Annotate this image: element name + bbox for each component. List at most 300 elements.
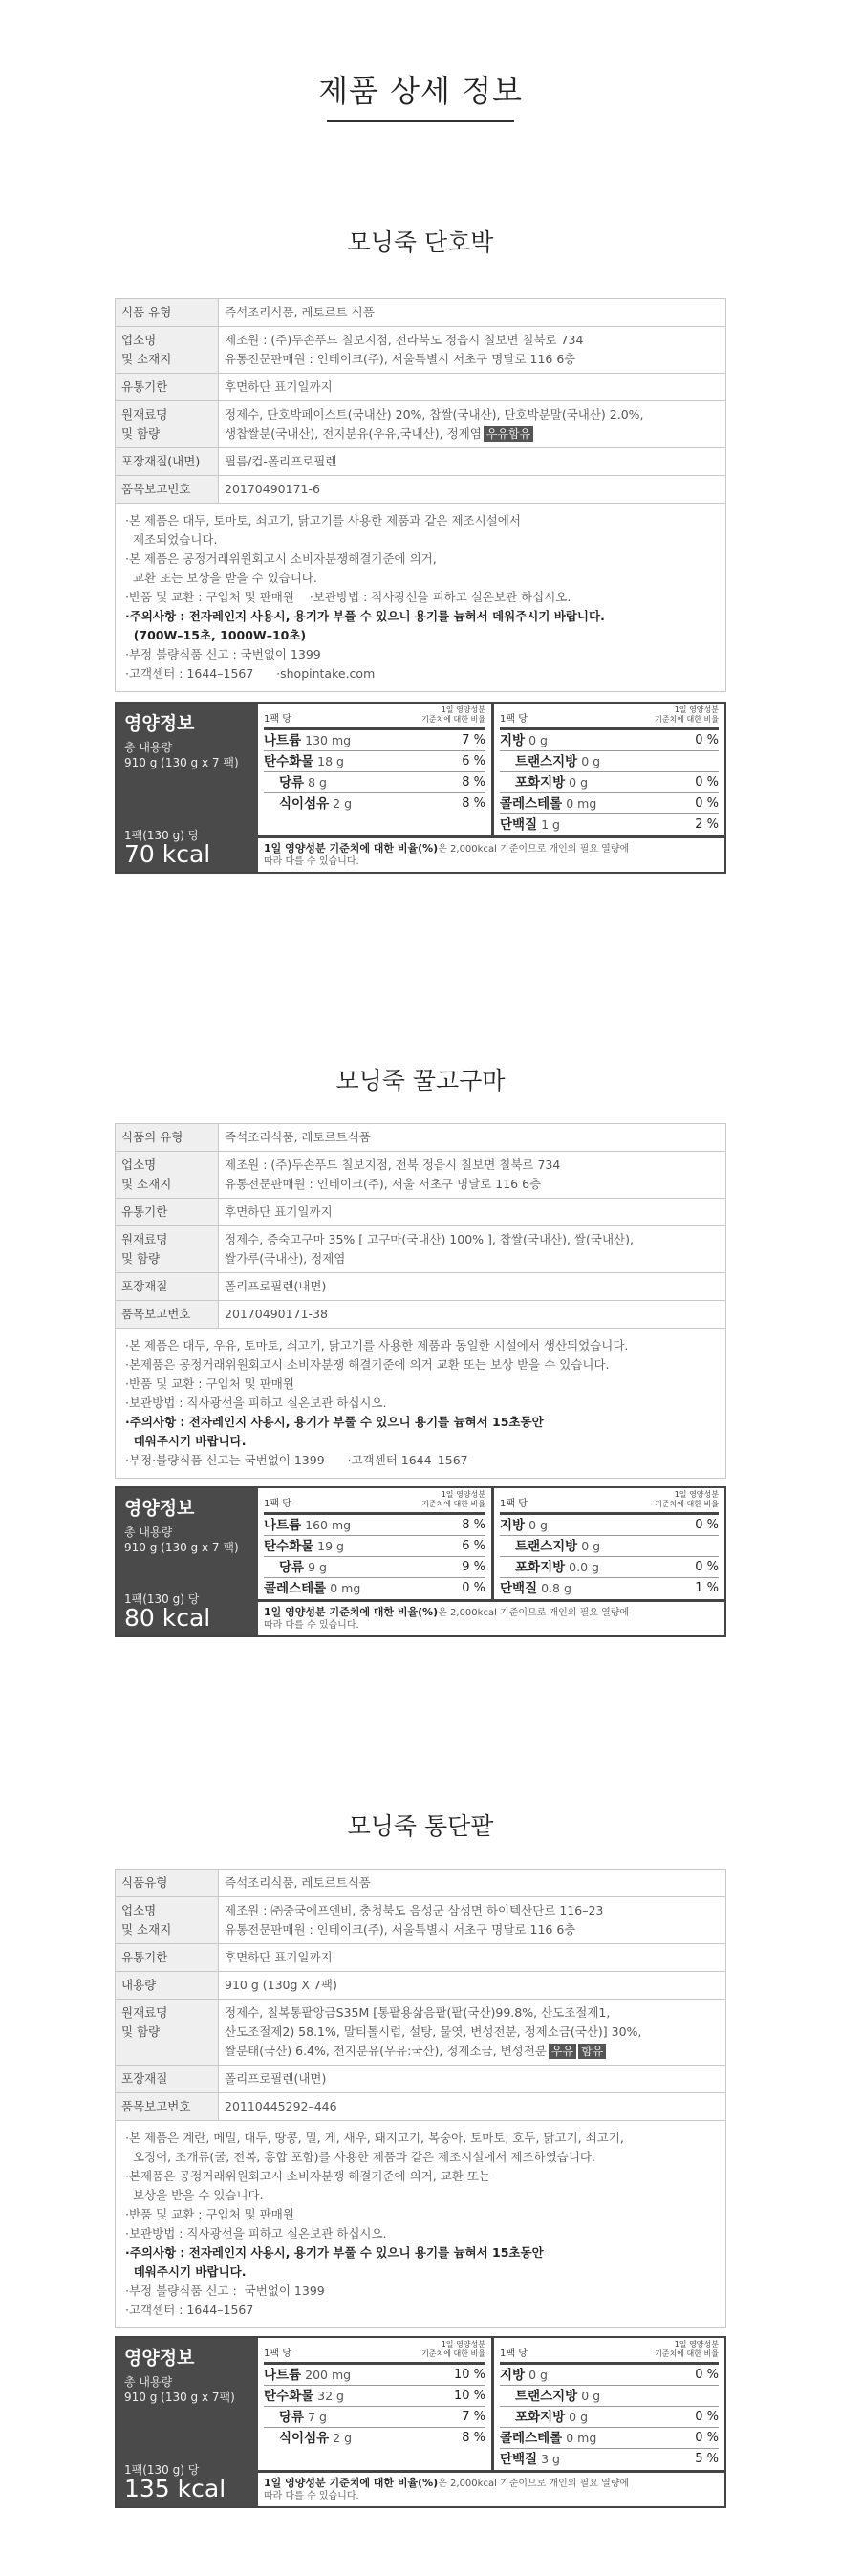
nutrient-name: 포화지방 — [515, 1560, 566, 1575]
nutrient-row — [264, 1557, 485, 1578]
nutrient-percent: 0 % — [695, 2368, 719, 2382]
daily-value-label: 1일 영양성분 기준치에 대한 비율 — [421, 1490, 485, 1508]
info-value: 필름/컵-폴리프로필렌 — [225, 454, 337, 468]
info-row — [116, 2000, 726, 2066]
product-section — [115, 1066, 726, 1637]
info-value-cell — [219, 299, 726, 327]
total-content: 총 내용량 910 g (130 g x 7 팩) — [124, 741, 239, 769]
nutrient-name-group — [500, 793, 596, 813]
nutrient-name: 트랜스지방 — [515, 2389, 578, 2404]
nutrient-percent: 10 % — [453, 2368, 485, 2382]
nutrient-name: 트랜스지방 — [515, 754, 578, 769]
info-label: 내용량 — [116, 1972, 219, 2000]
nutrient-row — [264, 1536, 485, 1557]
info-value: 910 g (130g X 7팩) — [225, 1978, 337, 1992]
notice-line: ·반품 및 교환 : 구입처 및 판매원 ·보관방법 : 직사광선을 피하고 실온보관 하십시오. — [125, 590, 571, 604]
info-value-cell — [219, 1301, 726, 1329]
daily-value-label: 1일 영양성분 기준치에 대한 비율 — [421, 705, 485, 724]
nutrient-name-group — [500, 730, 548, 750]
nutrient-amount: 8 g — [308, 775, 327, 790]
nutrient-name: 당류 — [279, 1560, 305, 1575]
footnote-emphasis: 1일 영양성분 기준치에 대한 비율(%) — [264, 1606, 439, 1618]
nutrient-name-group — [279, 1557, 327, 1577]
nutrient-name-group — [515, 1536, 600, 1556]
nutrient-row — [264, 2365, 485, 2386]
info-row — [116, 2066, 726, 2093]
nutrient-amount: 0 g — [528, 2368, 548, 2382]
info-value-cell — [219, 2066, 726, 2093]
nutrition-footnote — [258, 1599, 724, 1635]
column-header — [264, 1488, 485, 1515]
title-underline — [327, 120, 514, 122]
info-value-cell — [219, 476, 726, 504]
notice-line: ·주의사항 : 전자레인지 사용시, 용기가 부풀 수 있으니 용기를 늄혀서 15초동안 — [125, 1415, 544, 1429]
notice-line: ·본 제품은 공정거래위원회고시 소비자분쟁해결기준에 의거, — [125, 552, 437, 566]
nutrient-name-group — [500, 2449, 560, 2470]
nutrition-title: 영양정보 — [124, 1498, 195, 1519]
notice-line: 보상을 받을 수 있습니다. — [125, 2188, 264, 2202]
notes-cell — [116, 504, 726, 692]
nutrient-name: 탄수화물 — [264, 1539, 314, 1554]
nutrient-row — [500, 2386, 719, 2407]
nutrient-name: 지방 — [500, 733, 526, 748]
notice-line: 제조되었습니다. — [125, 532, 218, 547]
info-label: 유통기한 — [116, 1199, 219, 1226]
column-header — [264, 704, 485, 730]
info-value: 정제수, 단호박페이스트(국내산) 20%, 찹쌀(국내산), 단호박분말(국내산) 2.0%, 생찹쌀분(국내산), 전지분유(우유,국내산), 정제염 — [225, 407, 644, 441]
nutrient-amount: 0 g — [581, 754, 601, 768]
info-row — [116, 1972, 726, 2000]
info-label: 식품유형 — [116, 1870, 219, 1897]
nutrient-percent: 10 % — [453, 2389, 485, 2403]
notice-line: ·반품 및 교환 : 구입처 및 판매원 — [125, 1376, 294, 1391]
serving-size: 1팩(130 g) 당 — [124, 2463, 200, 2477]
info-row — [116, 374, 726, 401]
nutrient-name-group — [515, 772, 588, 792]
nutrient-name-group — [500, 2428, 596, 2448]
nutrient-percent: 0 % — [695, 2410, 719, 2424]
nutrient-name: 포화지방 — [515, 775, 566, 790]
nutrient-amount: 32 g — [317, 2389, 344, 2403]
nutrient-row — [500, 1536, 719, 1557]
nutrient-name: 단백질 — [500, 2452, 538, 2467]
nutrient-amount: 7 g — [308, 2410, 327, 2424]
info-row — [116, 1199, 726, 1226]
info-label: 포장재질 — [116, 1273, 219, 1301]
column-header — [500, 2338, 719, 2365]
nutrient-percent: 5 % — [695, 2452, 719, 2466]
nutrient-percent: 0 % — [462, 1581, 485, 1595]
notes-row — [116, 2121, 726, 2328]
nutrient-percent: 0 % — [695, 1560, 719, 1574]
info-value: 폴리프로필렌(내면) — [225, 2071, 327, 2086]
info-value: 정제수, 칠복통팥앙금S35M [통팥용삶음팥(팥(국산)99.8%, 산도조절제1, 산도조절제2) 58.1%, 말티톨시럽, 설탕, 물엿, 변성전분, 정제소금(국산)] 30%, 쌀분태(국산) 6.4%, 전지분유(우유:국산), 정제소금, 변성전분 — [225, 2005, 642, 2058]
nutrient-name-group — [279, 772, 327, 792]
info-label: 포장재질 — [116, 2066, 219, 2093]
nutrient-row — [500, 1557, 719, 1578]
nutrient-name-group — [515, 1557, 599, 1577]
nutrient-row — [500, 772, 719, 793]
info-row — [116, 2093, 726, 2121]
nutrient-percent: 1 % — [695, 1581, 719, 1595]
nutrient-name-group — [500, 2365, 548, 2385]
nutrient-amount: 0 g — [528, 1518, 548, 1532]
footnote-text: 은 2,000kcal 기준이므로 개인의 필요 열량에 따라 다를 수 있습니다. — [264, 2479, 630, 2501]
info-row — [116, 1870, 726, 1897]
notes-cell — [116, 1329, 726, 1479]
info-value-cell — [219, 1944, 726, 1972]
nutrient-percent: 0 % — [695, 1518, 719, 1532]
info-label: 업소명 및 소재지 — [116, 1897, 219, 1944]
nutrient-amount: 0 g — [581, 2389, 601, 2403]
allergen-badge: 함유 — [578, 2044, 606, 2059]
nutrient-name: 지방 — [500, 1518, 526, 1533]
info-label: 업소명 및 소재지 — [116, 327, 219, 374]
nutrient-amount: 0 g — [581, 1539, 601, 1553]
notice-line: ·보관방법 : 직사광선을 피하고 실온보관 하십시오. — [125, 2226, 387, 2240]
info-value-cell — [219, 327, 726, 374]
notes-row — [116, 504, 726, 692]
nutrient-percent: 8 % — [462, 775, 485, 790]
product-section — [115, 1811, 726, 2508]
info-row — [116, 299, 726, 327]
nutrient-percent: 0 % — [695, 733, 719, 747]
nutrient-amount: 18 g — [317, 754, 344, 768]
nutrient-name-group — [279, 793, 352, 814]
notice-line: ·본제품은 공정거래위원회고시 소비자분쟁 해결기준에 의거, 교환 또는 — [125, 2169, 490, 2183]
per-pack-label: 1팩 당 — [264, 714, 291, 725]
nutrient-amount: 0 mg — [330, 1581, 361, 1595]
info-label: 품목보고번호 — [116, 476, 219, 504]
allergen-badge: 우유 — [549, 2044, 576, 2059]
info-label: 유통기한 — [116, 1944, 219, 1972]
serving-size: 1팩(130 g) 당 — [124, 1592, 200, 1606]
nutrient-name: 나트륨 — [264, 733, 302, 748]
nutrient-amount: 130 mg — [305, 733, 352, 747]
nutrient-amount: 0 mg — [566, 2431, 597, 2445]
nutrient-amount: 3 g — [541, 2452, 560, 2466]
notice-line: ·본제품은 공정거래위원회고시 소비자분쟁 해결기준에 의거 교환 또는 보상 받을 수 있습니다. — [125, 1357, 610, 1372]
nutrient-row — [500, 2449, 719, 2470]
nutrient-column — [258, 1488, 491, 1599]
per-pack-label: 1팩 당 — [500, 1499, 528, 1509]
footnote-text: 은 2,000kcal 기준이므로 개인의 필요 열량에 따라 다를 수 있습니다. — [264, 1608, 630, 1631]
nutrient-columns — [258, 704, 724, 835]
nutrient-name: 포화지방 — [515, 2410, 566, 2425]
nutrient-row — [500, 730, 719, 751]
product-name: 모닝죽 단호박 — [347, 228, 494, 256]
info-value-cell — [219, 1273, 726, 1301]
product-info-table — [115, 1869, 726, 2328]
nutrient-row — [264, 1515, 485, 1536]
allergen-badge: 우유함유 — [484, 426, 533, 442]
info-value: 후면하단 표기일까지 — [225, 1204, 333, 1219]
nutrient-row — [500, 751, 719, 772]
nutrient-name-group — [264, 751, 344, 771]
info-label: 품목보고번호 — [116, 1301, 219, 1329]
product-name: 모닝죽 통단팥 — [347, 1812, 494, 1840]
nutrient-amount: 1 g — [541, 817, 560, 832]
info-row — [116, 1301, 726, 1329]
nutrient-amount: 0 g — [528, 733, 548, 747]
nutrient-name-group — [279, 2407, 327, 2427]
nutrient-row — [264, 2407, 485, 2428]
serving-size: 1팩(130 g) 당 — [124, 829, 200, 842]
nutrient-row — [500, 2428, 719, 2449]
product-name: 모닝죽 꿀고구마 — [335, 1067, 506, 1094]
product-info-table — [115, 298, 726, 692]
nutrient-column — [258, 704, 491, 835]
notice-line: 데워주시기 바랍니다. — [125, 1434, 247, 1448]
info-label: 품목보고번호 — [116, 2093, 219, 2121]
nutrient-row — [500, 793, 719, 814]
nutrient-name-group — [264, 1578, 360, 1599]
page-title: 제품 상세 정보 — [318, 73, 523, 109]
nutrient-name-group — [500, 814, 560, 835]
nutrition-summary — [117, 1488, 258, 1635]
nutrient-name: 나트륨 — [264, 1518, 302, 1533]
nutrient-column — [258, 2338, 491, 2470]
nutrient-name-group — [515, 2386, 600, 2406]
info-value: 20170490171-38 — [225, 1307, 328, 1321]
info-value: 정제수, 증숙고구마 35% [ 고구마(국내산) 100% ], 찹쌀(국내산), 쌀(국내산), 쌀가루(국내산), 정제염 — [225, 1232, 634, 1266]
nutrient-column — [491, 1488, 724, 1599]
info-row — [116, 401, 726, 448]
notes-cell — [116, 2121, 726, 2328]
nutrient-row — [264, 751, 485, 772]
info-value-cell — [219, 1972, 726, 2000]
nutrient-name: 탄수화물 — [264, 754, 314, 769]
nutrient-row — [264, 2386, 485, 2407]
nutrient-row — [264, 1578, 485, 1599]
notice-line: ·본 제품은 대두, 우유, 토마토, 쇠고기, 닭고기를 사용한 제품과 동일한 시설에서 생산되었습니다. — [125, 1338, 629, 1353]
nutrient-name-group — [264, 2365, 351, 2385]
nutrient-name-group — [264, 1536, 344, 1556]
notice-line: 데워주시기 바랍니다. — [125, 2264, 247, 2279]
nutrition-title: 영양정보 — [124, 713, 195, 734]
info-row — [116, 1124, 726, 1152]
notice-line: ·보관방법 : 직사광선을 피하고 실온보관 하십시오. — [125, 1396, 387, 1410]
info-value-cell — [219, 448, 726, 476]
nutrient-name-group — [264, 2386, 344, 2406]
nutrition-facts — [115, 2336, 726, 2508]
info-value: 제조원 : (주)두손푸드 칠보지점, 전북 정읍시 칠보면 칠북로 734 유통전문판매원 : 인테이크(주), 서울 서초구 명달로 116 6층 — [225, 1158, 561, 1191]
nutrition-facts — [115, 1486, 726, 1637]
nutrient-amount: 160 mg — [305, 1518, 352, 1532]
info-row — [116, 448, 726, 476]
footnote-emphasis: 1일 영양성분 기준치에 대한 비율(%) — [264, 2477, 439, 2489]
nutrition-table — [258, 1488, 724, 1635]
nutrient-name: 당류 — [279, 775, 305, 790]
nutrient-percent: 0 % — [695, 2431, 719, 2445]
notice-line: ·본 제품은 대두, 토마토, 쇠고기, 닭고기를 사용한 제품과 같은 제조시설에서 — [125, 513, 521, 528]
per-pack-label: 1팩 당 — [264, 2349, 291, 2359]
info-row — [116, 1152, 726, 1199]
info-value-cell — [219, 1124, 726, 1152]
nutrient-amount: 0 mg — [566, 796, 597, 811]
nutrient-amount: 0.0 g — [569, 1560, 599, 1574]
column-header — [500, 704, 719, 730]
info-row — [116, 1897, 726, 1944]
nutrient-name: 단백질 — [500, 1581, 538, 1596]
nutrition-table — [258, 2338, 724, 2506]
calories: 135 kcal — [124, 2475, 226, 2502]
info-value-cell — [219, 1152, 726, 1199]
notice-line: ·부정 불량식품 신고 : 국번없이 1399 — [125, 2284, 325, 2298]
info-value-cell — [219, 401, 726, 448]
nutrient-row — [500, 1515, 719, 1536]
nutrient-percent: 7 % — [462, 2410, 485, 2424]
nutrient-name: 트랜스지방 — [515, 1539, 578, 1554]
total-content: 총 내용량 910 g (130 g x 7팩) — [124, 2375, 235, 2404]
info-row — [116, 1226, 726, 1273]
info-value-cell — [219, 374, 726, 401]
nutrient-name-group — [264, 730, 351, 750]
info-value: 즉석조리식품, 레토르트식품 — [225, 1875, 371, 1890]
info-value: 20170490171-6 — [225, 482, 320, 496]
nutrient-amount: 2 g — [333, 796, 353, 811]
info-label: 포장재질(내면) — [116, 448, 219, 476]
nutrient-row — [500, 2365, 719, 2386]
nutrient-name-group — [500, 1578, 571, 1599]
notice-line: ·주의사항 : 전자레인지 사용시, 용기가 부풀 수 있으니 용기를 늄혀서 15초동안 — [125, 2245, 544, 2260]
nutrient-percent: 8 % — [462, 2431, 485, 2445]
info-value: 후면하단 표기일까지 — [225, 1950, 333, 1964]
nutrition-footnote — [258, 2470, 724, 2506]
info-label: 원재료명 및 함량 — [116, 1226, 219, 1273]
nutrient-name: 콜레스테롤 — [500, 2431, 563, 2446]
info-value: 20110445292–446 — [225, 2099, 337, 2113]
daily-value-label: 1일 영양성분 기준치에 대한 비율 — [655, 705, 719, 724]
nutrient-columns — [258, 2338, 724, 2470]
nutrition-facts — [115, 702, 726, 874]
nutrient-name: 탄수화물 — [264, 2389, 314, 2404]
info-value: 즉석조리식품, 레토르트식품 — [225, 1130, 371, 1144]
notice-line: 교환 또는 보상을 받을 수 있습니다. — [125, 571, 317, 585]
nutrient-percent: 9 % — [462, 1560, 485, 1574]
daily-value-label: 1일 영양성분 기준치에 대한 비율 — [655, 1490, 719, 1508]
nutrient-row — [500, 2407, 719, 2428]
notice-line: ·반품 및 교환 : 구입처 및 판매원 — [125, 2207, 294, 2221]
nutrient-name-group — [264, 1515, 351, 1535]
nutrition-title: 영양정보 — [124, 2348, 195, 2369]
info-value-cell — [219, 2093, 726, 2121]
per-pack-label: 1팩 당 — [500, 714, 528, 725]
notice-line: ·고객센터 : 1644–1567 ·shopintake.com — [125, 666, 376, 681]
info-label: 원재료명 및 함량 — [116, 2000, 219, 2066]
notice-line: ·고객센터 : 1644–1567 — [125, 2303, 254, 2317]
notes-row — [116, 1329, 726, 1479]
nutrient-columns — [258, 1488, 724, 1599]
info-value: 즉석조리식품, 레토르트 식품 — [225, 305, 375, 319]
nutrient-name: 콜레스테롤 — [264, 1581, 327, 1596]
info-value-cell — [219, 1226, 726, 1273]
nutrient-amount: 0 g — [569, 2410, 589, 2424]
notice-line: ·부정 불량식품 신고 : 국번없이 1399 — [125, 647, 321, 661]
nutrient-amount: 2 g — [333, 2431, 353, 2445]
total-content: 총 내용량 910 g (130 g x 7 팩) — [124, 1526, 239, 1554]
nutrient-amount: 200 mg — [305, 2368, 352, 2382]
nutrient-amount: 0.8 g — [541, 1581, 571, 1595]
per-pack-label: 1팩 당 — [500, 2349, 528, 2359]
nutrient-row — [264, 772, 485, 793]
info-label: 식품의 유형 — [116, 1124, 219, 1152]
notice-line: ·본 제품은 계란, 메밀, 대두, 땅콩, 밀, 게, 새우, 돼지고기, 복숭아, 토마토, 호두, 닭고기, 쇠고기, — [125, 2131, 624, 2145]
daily-value-label: 1일 영양성분 기준치에 대한 비율 — [655, 2340, 719, 2358]
nutrition-summary — [117, 2338, 258, 2506]
per-pack-label: 1팩 당 — [264, 1499, 291, 1509]
nutrient-name-group — [500, 1515, 548, 1535]
info-value-cell — [219, 1897, 726, 1944]
calories: 70 kcal — [124, 840, 211, 868]
product-info-table — [115, 1123, 726, 1479]
nutrient-name: 식이섬유 — [279, 2431, 330, 2446]
nutrient-column — [491, 2338, 724, 2470]
info-value-cell — [219, 1870, 726, 1897]
nutrient-name: 나트륨 — [264, 2368, 302, 2383]
product-section — [115, 227, 726, 874]
calories: 80 kcal — [124, 1604, 211, 1632]
nutrient-percent: 0 % — [695, 775, 719, 790]
nutrient-row — [500, 814, 719, 835]
nutrient-percent: 8 % — [462, 796, 485, 811]
nutrient-name: 식이섬유 — [279, 796, 330, 812]
nutrient-amount: 19 g — [317, 1539, 344, 1553]
info-value: 폴리프로필렌(내면) — [225, 1279, 327, 1293]
info-row — [116, 1273, 726, 1301]
info-label: 업소명 및 소재지 — [116, 1152, 219, 1199]
notice-line: ·주의사항 : 전자레인지 사용시, 용기가 부풀 수 있으니 용기를 늄혀서 데워주시기 바랍니다. — [125, 609, 605, 623]
notice-line: ·부정·불량식품 신고는 국번없이 1399 ·고객센터 1644–1567 — [125, 1453, 468, 1467]
daily-value-label: 1일 영양성분 기준치에 대한 비율 — [421, 2340, 485, 2358]
nutrient-percent: 0 % — [695, 796, 719, 811]
nutrient-name: 당류 — [279, 2410, 305, 2425]
nutrient-name-group — [515, 2407, 588, 2427]
info-value-cell — [219, 1199, 726, 1226]
nutrient-percent: 6 % — [462, 754, 485, 768]
nutrition-footnote — [258, 835, 724, 872]
nutrient-name: 콜레스테롤 — [500, 796, 563, 812]
nutrient-percent: 6 % — [462, 1539, 485, 1553]
notice-line: 오징어, 조개류(굴, 전복, 홍합 포함)를 사용한 제품과 같은 제조시설에서 제조하였습니다. — [125, 2150, 595, 2164]
nutrient-percent: 8 % — [462, 1518, 485, 1532]
column-header — [500, 1488, 719, 1515]
info-row — [116, 476, 726, 504]
info-row — [116, 327, 726, 374]
info-value: 제조원 : ㈜중국에프엔비, 충청북도 음성군 삼성면 하이텍산단로 116–23 유통전문판매원 : 인테이크(주), 서울특별시 서초구 명달로 116 6층 — [225, 1903, 604, 1937]
info-label: 원재료명 및 함량 — [116, 401, 219, 448]
nutrient-row — [264, 730, 485, 751]
nutrient-name-group — [279, 2428, 352, 2449]
column-header — [264, 2338, 485, 2365]
nutrient-percent: 7 % — [462, 733, 485, 747]
nutrient-row — [264, 2428, 485, 2449]
info-label: 식품 유형 — [116, 299, 219, 327]
footnote-emphasis: 1일 영양성분 기준치에 대한 비율(%) — [264, 842, 439, 855]
notice-line: (700W–15초, 1000W–10초) — [125, 628, 307, 642]
nutrient-percent: 2 % — [695, 817, 719, 832]
info-label: 유통기한 — [116, 374, 219, 401]
nutrient-name: 단백질 — [500, 817, 538, 833]
footnote-text: 은 2,000kcal 기준이므로 개인의 필요 열량에 따라 다를 수 있습니다. — [264, 844, 630, 867]
info-row — [116, 1944, 726, 1972]
nutrient-name: 지방 — [500, 2368, 526, 2383]
info-value: 제조원 : (주)두손푸드 칠보지점, 전라북도 정읍시 칠보면 칠북로 734 유통전문판매원 : 인테이크(주), 서울특별시 서초구 명달로 116 6층 — [225, 333, 584, 366]
nutrient-row — [500, 1578, 719, 1599]
info-value-cell — [219, 2000, 726, 2066]
nutrition-summary — [117, 704, 258, 872]
nutrition-table — [258, 704, 724, 872]
